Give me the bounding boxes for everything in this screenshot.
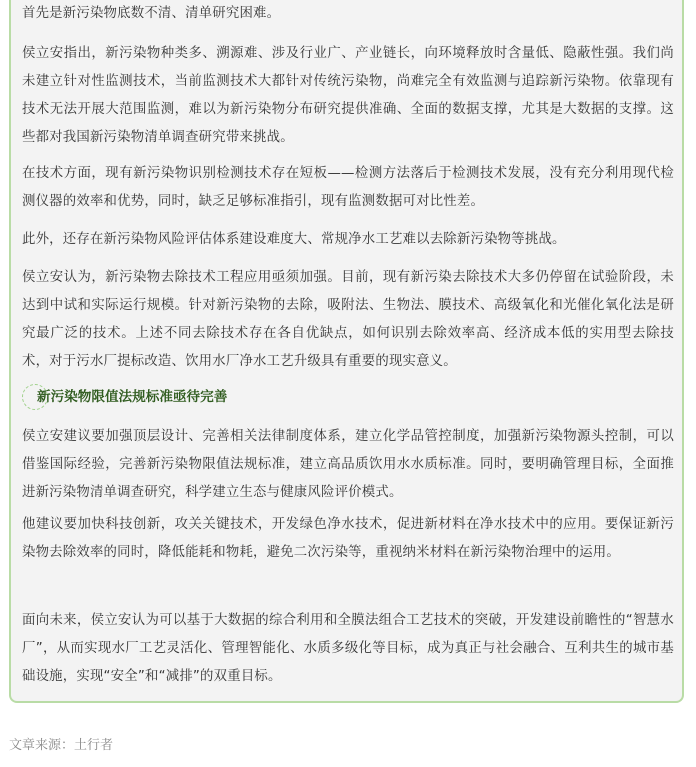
paragraph-7: 他建议要加快科技创新，攻关关键技术，开发绿色净水技术，促进新材料在净水技术中的应用。要保证新污染物去除效率的同时，降低能耗和物耗，避免二次污染等，重视纳米材料在新污染物治理中的运用。 [22,517,674,560]
paragraph-1: 首先是新污染物底数不清、清单研究困难。 [22,6,281,21]
paragraph-6: 侯立安建议要加强顶层设计、完善相关法律制度体系，建立化学品管控制度，加强新污染物源头控制，可以借鉴国际经验，完善新污染物限值法规标准，建立高品质饮用水水质标准。同时，要明确管理目标，全面推进新污染物清单调查研究，科学建立生态与健康风险评价模式。 [22,429,674,500]
section-heading [22,384,422,410]
section-heading-text: 新污染物限值法规标准亟待完善 [37,389,228,405]
article-source: 文章来源：土行者 [9,738,114,753]
article-content-box [9,0,684,703]
paragraph-4: 此外，还存在新污染物风险评估体系建设难度大、常规净水工艺难以去除新污染物等挑战。 [22,232,566,247]
paragraph-2: 侯立安指出，新污染物种类多、溯源难、涉及行业广、产业链长，向环境释放时含量低、隐蔽性强。我们尚未建立针对性监测技术，当前监测技术大都针对传统污染物，尚难完全有效监测与追踪新污染物。依靠现有技术无法开展大范围监测，难以为新污染物分布研究提供准确、全面的数据支撑，尤其是大数据的支撑。这些都对我国新污染物清单调查研究带来挑战。 [22,46,674,145]
paragraph-3: 在技术方面，现有新污染物识别检测技术存在短板——检测方法落后于检测技术发展，没有充分利用现代检测仪器的效率和优势，同时，缺乏足够标准指引，现有监测数据可对比性差。 [22,166,674,209]
paragraph-5: 侯立安认为，新污染物去除技术工程应用亟须加强。目前，现有新污染去除技术大多仍停留在试验阶段，未达到中试和实际运行规模。针对新污染物的去除，吸附法、生物法、膜技术、高级氧化和光催化氧化法是研究最广泛的技术。上述不同去除技术存在各自优缺点，如何识别去除效率高、经济成本低的实用型去除技术，对于污水厂提标改造、饮用水厂净水工艺升级具有重要的现实意义。 [22,270,674,369]
paragraph-8: 面向未来，侯立安认为可以基于大数据的综合利用和全膜法组合工艺技术的突破，开发建设前瞻性的“智慧水厂”，从而实现水厂工艺灵活化、管理智能化、水质多级化等目标，成为真正与社会融合、互利共生的城市基础设施，实现“安全”和“减排”的双重目标。 [22,613,674,684]
